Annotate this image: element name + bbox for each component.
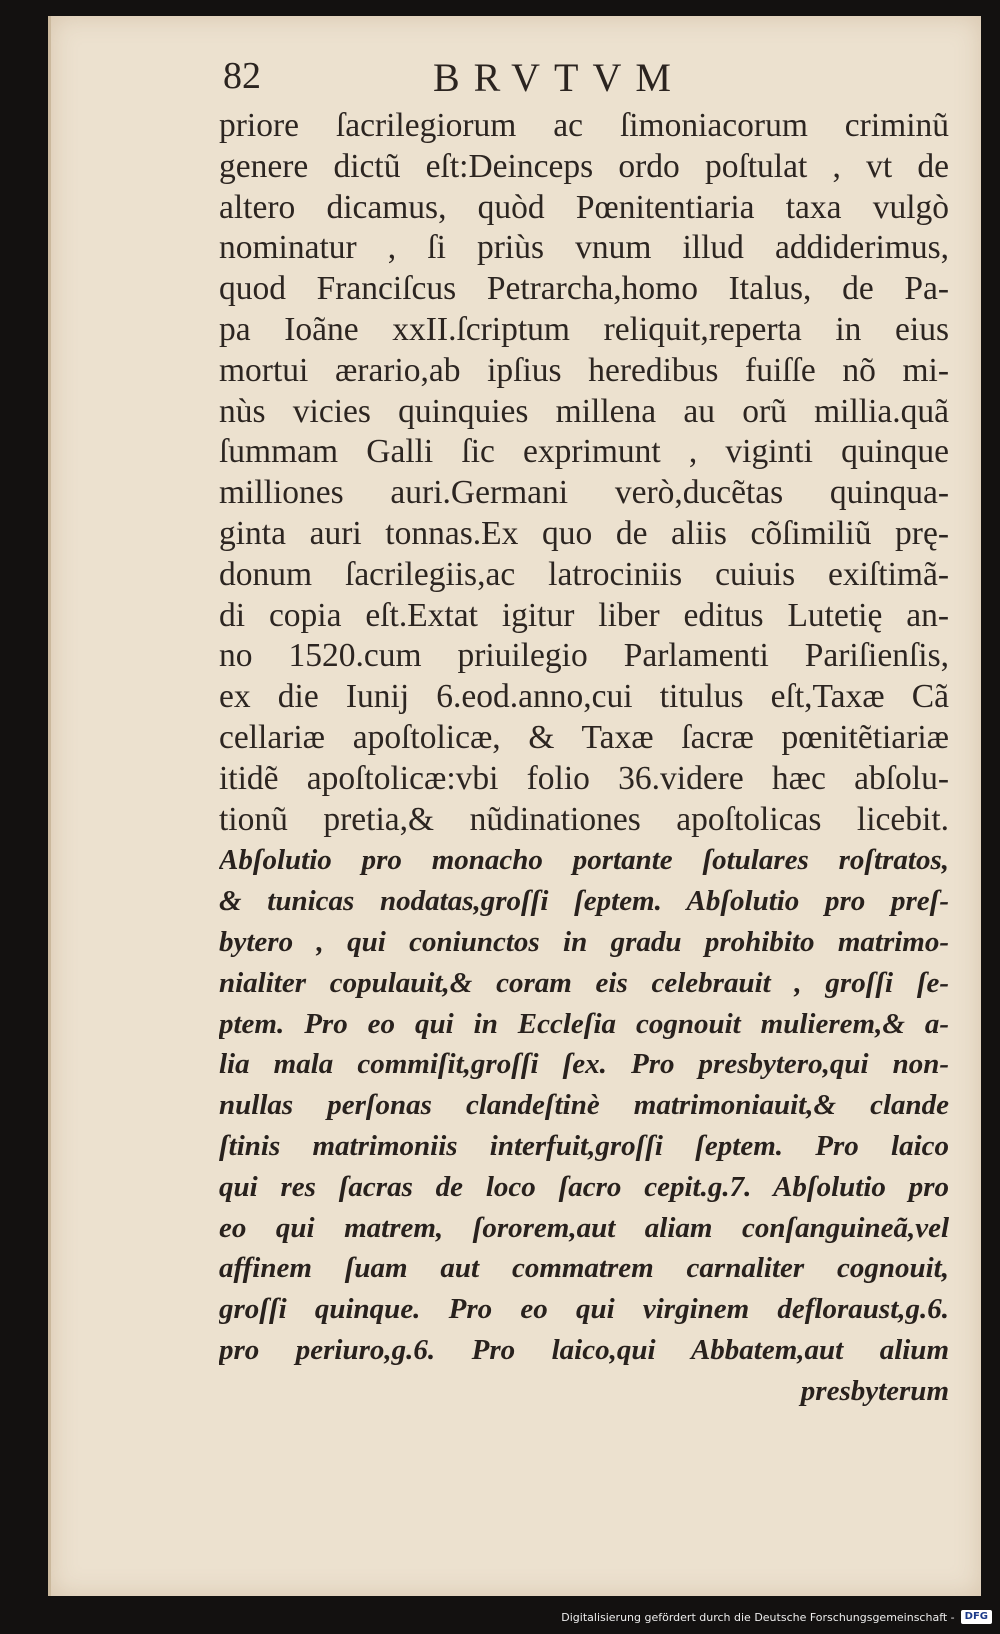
text-line: di copia eſt.Extat igitur liber editus Lutetię an-: [219, 596, 949, 634]
page-number: 82: [223, 55, 261, 97]
running-head: BRVTVM: [433, 55, 685, 100]
text-line: donum ſacrilegiis,ac latrociniis cuiuis exiſtimã-: [219, 555, 949, 593]
italic-line: pro periuro,g.6. Pro laico,qui Abbatem,aut alium: [219, 1333, 949, 1366]
text-line: genere dictũ eſt:Deinceps ordo poſtulat , vt de: [219, 147, 949, 185]
italic-line: bytero , qui coniunctos in gradu prohibito matrimo-: [219, 925, 949, 958]
italic-line: nialiter copulauit,& coram eis celebrauit , groſſi ſe-: [219, 966, 949, 999]
text-line: altero dicamus, quòd Pœnitentiaria taxa vulgò: [219, 188, 949, 226]
text-line: no 1520.cum priuilegio Parlamenti Pariſienſis,: [219, 637, 949, 675]
roman-paragraph: [219, 106, 949, 840]
text-line: nominatur , ſi priùs vnum illud addiderimus,: [219, 229, 949, 267]
text-line: cellariæ apoſtolicæ, & Taxæ ſacræ pœnitẽtiariæ: [219, 718, 949, 756]
dfg-logo-icon: DFG: [961, 1610, 992, 1624]
text-line: mortui ærario,ab ipſius heredibus fuiſſe nõ mi-: [219, 351, 949, 389]
italic-line: Abſolutio pro monacho portante ſotulares roſtratos,: [219, 844, 949, 877]
book-page: [48, 16, 981, 1596]
text-line: pa Ioãne xxII.ſcriptum reliquit,reperta in eius: [219, 310, 949, 348]
digitization-footer: [561, 1606, 992, 1628]
italic-line: ptem. Pro eo qui in Eccleſia cognouit mulierem,& a-: [219, 1007, 949, 1040]
text-line: quod Franciſcus Petrarcha,homo Italus, de Pa-: [219, 270, 949, 308]
text-line: ex die Iunij 6.eod.anno,cui titulus eſt,Taxæ Cã: [219, 678, 949, 716]
italic-line: affinem ſuam aut commatrem carnaliter cognouit,: [219, 1252, 949, 1285]
italic-paragraph: [219, 840, 949, 1411]
text-line: tionũ pretia,& nũdinationes apoſtolicas licebit.: [219, 800, 949, 838]
italic-line: nullas perſonas clandeſtinè matrimoniauit,& clande: [219, 1089, 949, 1122]
catchword: presbyterum: [800, 1374, 949, 1407]
footer-credit: Digitalisierung gefördert durch die Deutsche Forschungsgemeinschaft -: [561, 1610, 955, 1624]
italic-line: eo qui matrem, ſororem,aut aliam conſanguineã,vel: [219, 1211, 949, 1244]
body-text: [219, 106, 949, 1412]
text-line: ginta auri tonnas.Ex quo de aliis cõſimiliũ prę-: [219, 514, 949, 552]
text-line: nùs vicies quinquies millena au orũ millia.quã: [219, 392, 949, 430]
italic-line: & tunicas nodatas,groſſi ſeptem. Abſolutio pro preſ-: [219, 885, 949, 918]
italic-line: qui res ſacras de loco ſacro cepit.g.7. Abſolutio pro: [219, 1170, 949, 1203]
text-line: priore ſacrilegiorum ac ſimoniacorum criminũ: [219, 107, 949, 144]
italic-line: groſſi quinque. Pro eo qui virginem defloraust,g.6.: [219, 1293, 949, 1326]
text-line: ſummam Galli ſic exprimunt , viginti quinque: [219, 433, 949, 471]
page-header: [223, 48, 783, 104]
text-line: itidẽ apoſtolicæ:vbi folio 36.videre hæc abſolu-: [219, 759, 949, 797]
italic-line: ſtinis matrimoniis interfuit,groſſi ſeptem. Pro laico: [219, 1129, 949, 1162]
text-line: milliones auri.Germani verò,ducẽtas quinqua-: [219, 474, 949, 512]
italic-line: lia mala commiſit,groſſi ſex. Pro presbytero,qui non-: [219, 1048, 949, 1081]
